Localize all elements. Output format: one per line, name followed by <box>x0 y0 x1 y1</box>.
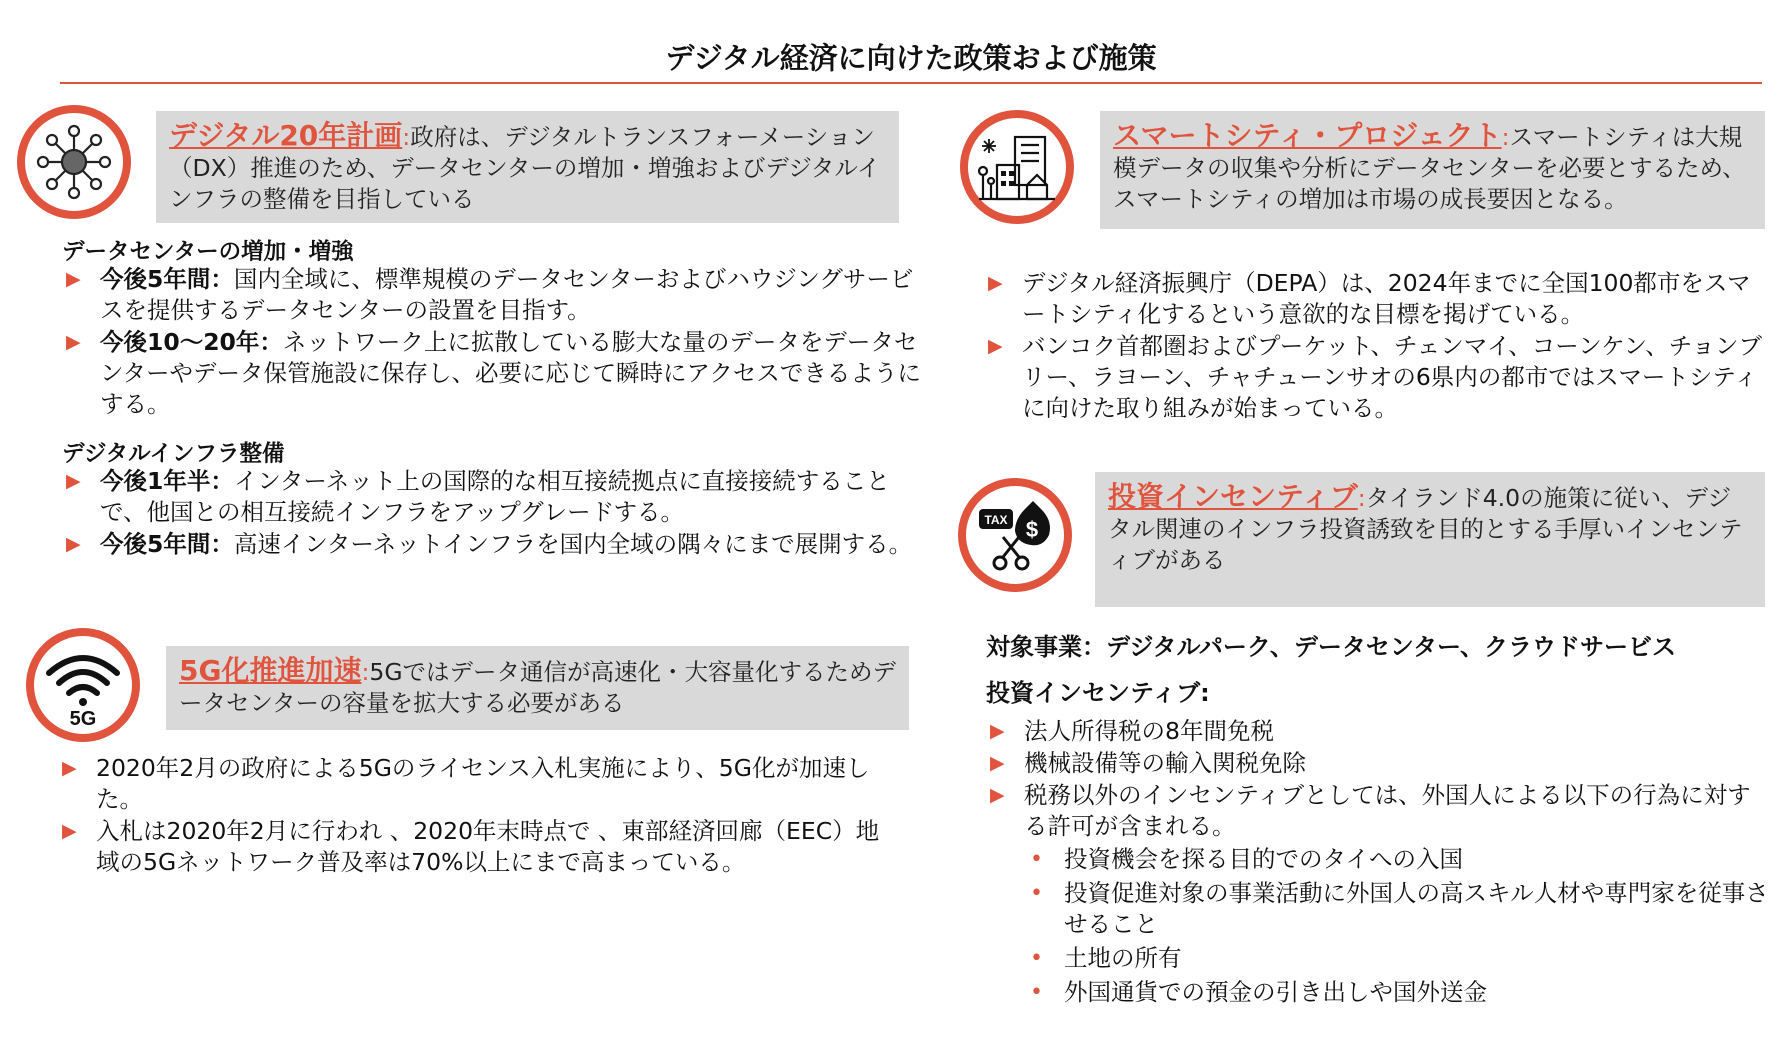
item-text: 国内全域に、標準規模のデータセンターおよびハウジングサービスを提供するデータセンターの設置を目指す。 <box>100 265 914 324</box>
svg-text:$: $ <box>1025 517 1039 542</box>
5g-icon-label: 5G <box>69 708 97 727</box>
fiveg-heading[interactable]: 5G化推進加速 <box>179 654 362 687</box>
item-text: 入札は2020年2月に行われ 、2020年末時点で 、東部経済回廊（EEC）地域の5Gネットワーク普及率は70%以上にまで高まっている。 <box>96 817 880 876</box>
smart-city-icon-circle <box>960 110 1074 224</box>
list-item <box>62 466 932 528</box>
smartcity-summary-box <box>1100 111 1765 229</box>
digital20-section2-title: デジタルインフラ整備 <box>62 441 285 467</box>
item-text: バンコク首都圏およびプーケット、チェンマイ、コーンケン、チョンブリー、ラヨーン、チャチューンサオの6県内の都市ではスマートシティに向けた取り組みが始まっている。 <box>1022 332 1763 422</box>
item-text: デジタル経済振興庁（DEPA）は、2024年までに全国100都市をスマートシティ化するという意欲的な目標を掲げている。 <box>1022 269 1751 328</box>
fiveg-text: 5Gではデータ通信が高速化・大容量化するためデータセンターの容量を拡大する必要がある <box>179 658 897 717</box>
list-item <box>62 327 932 420</box>
network-icon-circle <box>17 105 131 219</box>
digital20-colon: : <box>402 123 411 151</box>
investment-target-label: 対象事業：デジタルパーク、データセンター、クラウドサービス <box>986 633 1676 661</box>
list-item <box>58 816 890 878</box>
fiveg-list <box>58 753 890 879</box>
item-text: インターネット上の国際的な相互接続拠点に直接接続することで、他国との相互接続インフラをアップグレードする。 <box>100 467 890 526</box>
list-item <box>58 753 890 815</box>
fiveg-summary-box <box>166 646 909 730</box>
smart-city-icon <box>975 125 1059 209</box>
digital20-text: 政府は、デジタルトランスフォーメーション（DX）推進のため、データセンターの増加・増強およびデジタルインフラの整備を目指している <box>169 123 881 213</box>
investment-heading[interactable]: 投資インセンティブ <box>1108 480 1358 513</box>
item-text: 法人所得税の8年間免税 <box>1024 717 1274 745</box>
digital20-section1-title: データセンターの増加・増強 <box>62 239 354 265</box>
item-lead: 今後5年間： <box>100 265 234 293</box>
list-item <box>986 748 1769 779</box>
sublist-item: • 土地の所有 <box>1024 943 1769 974</box>
digital20-summary-box <box>156 111 899 223</box>
smartcity-colon: : <box>1501 123 1510 151</box>
investment-text: タイランド4.0の施策に従い、デジタル関連のインフラ投資誘致を目的とする手厚いインセンティブがある <box>1108 484 1743 574</box>
network-icon <box>36 124 112 200</box>
title-rule <box>60 82 1762 84</box>
item-lead: 今後10～20年： <box>100 328 283 356</box>
smartcity-heading[interactable]: スマートシティ・プロジェクト <box>1113 119 1502 152</box>
list-item <box>984 331 1769 424</box>
sublist-item: • 投資促進対象の事業活動に外国人の高スキル人材や専門家を従事させること <box>1024 878 1769 940</box>
digital20-heading[interactable]: デジタル20年計画 <box>169 119 403 152</box>
investment-summary-box <box>1095 472 1765 607</box>
item-text: 機械設備等の輸入関税免除 <box>1024 749 1306 777</box>
list-item <box>986 716 1769 747</box>
digital20-section2-list <box>62 466 932 561</box>
smartcity-text: スマートシティは大規模データの収集や分析にデータセンターを必要とするため、スマートシティの増加は市場の成長要因となる。 <box>1113 123 1746 213</box>
page-title: デジタル経済に向けた政策および施策 <box>665 41 1157 75</box>
tax-icon-label: TAX <box>984 513 1008 527</box>
list-item <box>984 268 1769 330</box>
smartcity-list <box>984 268 1769 425</box>
investment-sublist <box>1024 844 1769 1008</box>
item-lead: 今後1年半： <box>100 467 234 495</box>
sublist-item: • 投資機会を探る目的でのタイへの入国 <box>1024 844 1769 875</box>
tax-scissors-icon <box>973 493 1057 577</box>
item-text: 2020年2月の政府による5Gのライセンス入札実施により、5G化が加速した。 <box>96 754 870 813</box>
digital20-section1-list <box>62 264 932 421</box>
item-text: 税務以外のインセンティブとしては、外国人による以下の行為に対する許可が含まれる。 <box>1024 781 1751 840</box>
investment-colon: : <box>1357 484 1366 512</box>
investment-list <box>986 716 1769 1011</box>
tax-icon-circle <box>958 478 1072 592</box>
item-lead: 今後5年間： <box>100 530 234 558</box>
list-item <box>62 529 932 560</box>
wifi-5g-icon-circle <box>26 628 140 742</box>
wifi-5g-icon <box>41 643 125 727</box>
list-item <box>986 780 1769 1008</box>
item-text: ネットワーク上に拡散している膨大な量のデータをデータセンターやデータ保管施設に保存し、必要に応じて瞬時にアクセスできるようにする。 <box>100 328 921 418</box>
sublist-item: • 外国通貨での預金の引き出しや国外送金 <box>1024 977 1769 1008</box>
item-text: 高速インターネットインフラを国内全域の隅々にまで展開する。 <box>233 530 913 558</box>
investment-incentive-label: 投資インセンティブ: <box>986 679 1210 707</box>
list-item <box>62 264 932 326</box>
fiveg-colon: : <box>361 658 370 686</box>
